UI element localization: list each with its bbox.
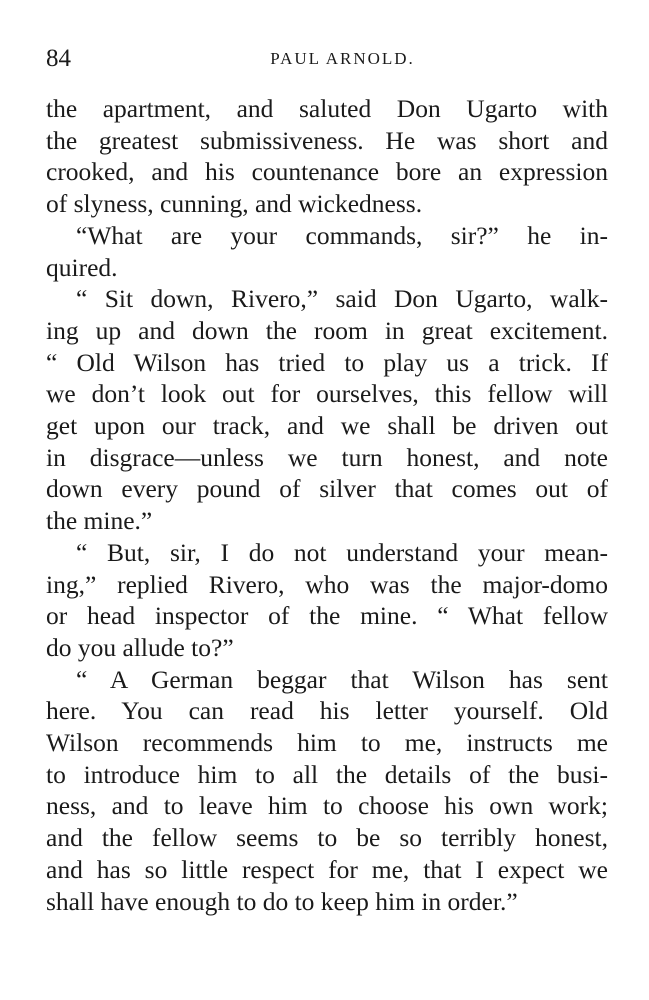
text-line: or head inspector of the mine. “ What fellow <box>46 601 608 631</box>
text-line: “What are your commands, sir?” he in- <box>76 220 608 250</box>
text-line: here. You can read his letter yourself. Old <box>46 696 608 726</box>
page-number: 84 <box>46 45 71 72</box>
text-line: ness, and to leave him to choose his own work; <box>46 791 608 821</box>
text-line: of slyness, cunning, and wickedness. <box>46 189 423 219</box>
text-line: the apartment, and saluted Don Ugarto with <box>46 94 608 123</box>
text-line: ing,” replied Rivero, who was the major-domo <box>46 569 608 599</box>
body-text <box>46 93 608 917</box>
text-line: to introduce him to all the details of the busi- <box>46 759 608 789</box>
text-line: the mine.” <box>46 506 153 536</box>
text-line: do you allude to?” <box>46 632 234 662</box>
text-line: get upon our track, and we shall be driven out <box>46 411 608 441</box>
text-line: quired. <box>46 252 118 282</box>
running-head: PAUL ARNOLD. <box>270 49 415 68</box>
text-line: we don’t look out for ourselves, this fellow will <box>46 379 608 409</box>
text-line: in disgrace—unless we turn honest, and note <box>46 442 608 472</box>
text-line: ing up and down the room in great excitement. <box>46 315 608 345</box>
text-line: “ But, sir, I do not understand your mean- <box>76 537 608 567</box>
text-line: Wilson recommends him to me, instructs me <box>46 728 608 758</box>
text-line: and the fellow seems to be so terribly honest, <box>46 823 608 853</box>
text-line: “ A German beggar that Wilson has sent <box>76 664 608 694</box>
text-line: down every pound of silver that comes out of <box>46 474 608 504</box>
text-line: “ Sit down, Rivero,” said Don Ugarto, walk- <box>76 284 608 314</box>
text-line: crooked, and his countenance bore an expression <box>46 157 608 187</box>
text-line: and has so little respect for me, that I expect we <box>46 854 608 884</box>
text-line: shall have enough to do to keep him in order.” <box>46 886 518 916</box>
text-line: “ Old Wilson has tried to play us a trick. If <box>46 347 608 377</box>
text-line: the greatest submissiveness. He was short and <box>46 125 608 155</box>
page-header <box>46 44 609 74</box>
